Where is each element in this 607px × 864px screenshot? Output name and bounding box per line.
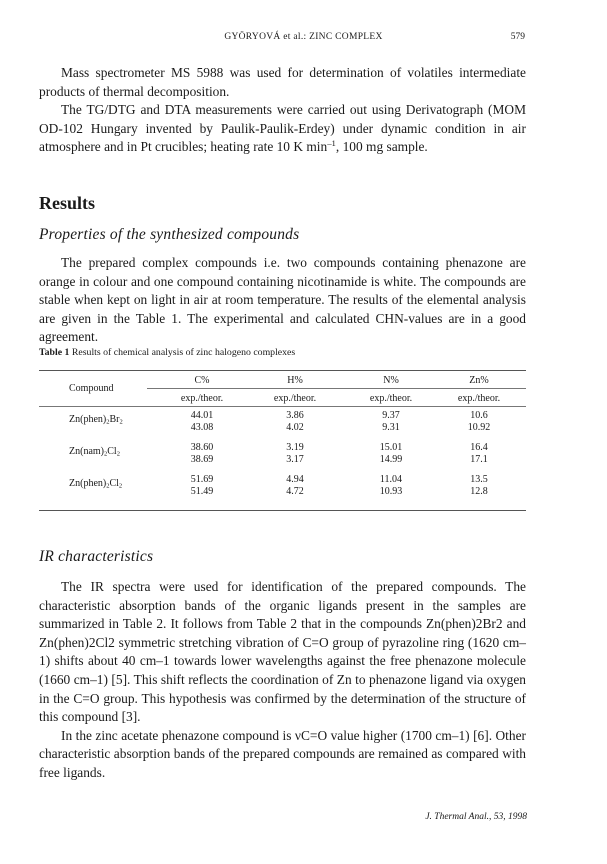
table-subheader-n: exp./theor. [369,393,413,404]
table-cell-exp: 13.5 [470,474,488,485]
table-cell-theor: 14.99 [379,454,403,465]
table-cell-exp: 4.94 [286,474,304,485]
table-header-n: N% [383,375,399,386]
table-cell-theor: 4.72 [286,486,304,497]
table-subheader-h: exp./theor. [273,393,317,404]
unit-exponent: –1 [327,138,336,149]
formula-subscript: 2 [116,450,120,458]
table-cell-exp: 38.60 [190,442,214,453]
table-header-rule [147,388,526,389]
table-cell-exp: 10.6 [470,410,488,421]
section-heading-results: Results [39,193,96,213]
table-cell-exp: 15.01 [379,442,403,453]
table-row-1-compound [39,414,147,425]
paragraph-tg-dtg-part-b: , 100 mg sample. [335,139,428,155]
paragraph-zinc-acetate: In the zinc acetate phenazone compound is νC=O value higher (1700 cm–1) [6]. Other characteristic absorption bands of the prepared compounds are remained as compared with free ligands. [39,727,526,780]
table-cell-exp: 3.19 [286,442,304,453]
formula-part: Zn(phen) [69,478,107,489]
running-title: GYÖRYOVÁ et al.: ZINC COMPLEX [224,32,383,42]
table-row-1-h [240,410,350,434]
formula-part: Cl [107,446,117,457]
table-bottom-rule [39,510,526,511]
table-cell-theor: 4.02 [286,422,304,433]
formula-part: Cl [109,478,119,489]
table-row-2-h [240,442,350,466]
results-text [39,254,526,347]
table-cell-theor: 10.93 [379,486,403,497]
table-cell-exp: 16.4 [470,442,488,453]
table-caption-label: Table 1 [39,347,70,358]
formula-part: Zn(phen) [69,414,107,425]
table-caption-text: Results of chemical analysis of zinc halogeno complexes [69,347,296,358]
formula-subscript: 2 [106,482,110,490]
table-cell-exp: 9.37 [382,410,400,421]
formula-part: Zn(nam) [69,446,104,457]
table-cell-theor: 12.8 [470,486,488,497]
table-header-c: C% [194,375,210,386]
subsection-heading-ir: IR characteristics [39,548,154,565]
table-chemical-analysis [39,368,526,513]
table-row-3-h [240,474,350,498]
paragraph-tg-dtg [39,101,526,157]
table-cell-theor: 10.92 [467,422,491,433]
table-subheader-rule [39,406,526,407]
table-cell-exp: 11.04 [379,474,403,485]
table-cell-exp: 3.86 [286,410,304,421]
subsection-heading-properties: Properties of the synthesized compounds [39,226,300,243]
paragraph-ir-spectra: The IR spectra were used for identification of the prepared compounds. The characteristic absorption bands of the organic ligands present in the samples are summarized in Table 2. It follows from Table 2 that in the compounds Zn(phen)2Br2 and Zn(phen)2Cl2 symmetric stretching vibration of C=O group of pyrazoline ring (1620 cm–1) shifts about 40 cm–1 towards lower wavelengths against the free phenazone molecule (1660 cm–1) [5]. This shift reflects the coordination of Zn to phenazone ligand via oxygen in the C=O group. This hypothesis was confirmed by the determination of the structure of this compound [3]. [39,579,526,725]
ir-text [39,578,526,783]
intro-text [39,64,526,157]
table-row-3-compound [39,478,147,489]
table-subheader-zn: exp./theor. [457,393,501,404]
table-row-1-zn [424,410,534,434]
formula-subscript: 2 [119,418,123,426]
table-row-2-zn [424,442,534,466]
table-cell-theor: 3.17 [286,454,304,465]
formula-part: Br [109,414,120,425]
paragraph-tg-dtg-part-a: The TG/DTG and DTA measurements were carried out using Derivatograph (MOM OD-102 Hungary invented by Paulik-Paulik-Erdey) under dynamic condition in air atmosphere and in Pt crucibles; heating rate 10 K min [39,102,526,155]
table-cell-exp: 44.01 [190,410,214,421]
formula-subscript: 2 [106,418,110,426]
formula-subscript: 2 [118,482,123,490]
paragraph-mass-spectrometer: Mass spectrometer MS 5988 was used for determination of volatiles intermediate products of thermal decomposition. [39,65,526,99]
table-cell-theor: 17.1 [470,454,488,465]
table-header-zn: Zn% [469,375,489,386]
formula-subscript: 2 [104,450,108,458]
table-subheader-c: exp./theor. [180,393,224,404]
table-caption [39,347,295,358]
table-cell-theor: 38.69 [190,454,214,465]
paragraph-properties: The prepared complex compounds i.e. two compounds containing phenazone are orange in colour and one compound containing nicotinamide is white. The compounds are stable when kept on light in air at room temperature. The results of the elemental analysis are given in the Table 1. The experimental and calculated CHN-values are in a good agreement. [39,255,526,345]
running-header [0,32,607,46]
table-header-compound: Compound [69,383,114,394]
table-top-rule [39,370,526,371]
table-row-3-zn [424,474,534,498]
table-cell-theor: 51.49 [190,486,214,497]
table-cell-theor: 43.08 [190,422,214,433]
table-header-h: H% [287,375,303,386]
journal-footer: J. Thermal Anal., 53, 1998 [425,812,527,822]
table-row-2-compound [39,446,147,457]
table-cell-exp: 51.69 [190,474,214,485]
table-cell-theor: 9.31 [382,422,400,433]
page-number: 579 [510,32,525,42]
